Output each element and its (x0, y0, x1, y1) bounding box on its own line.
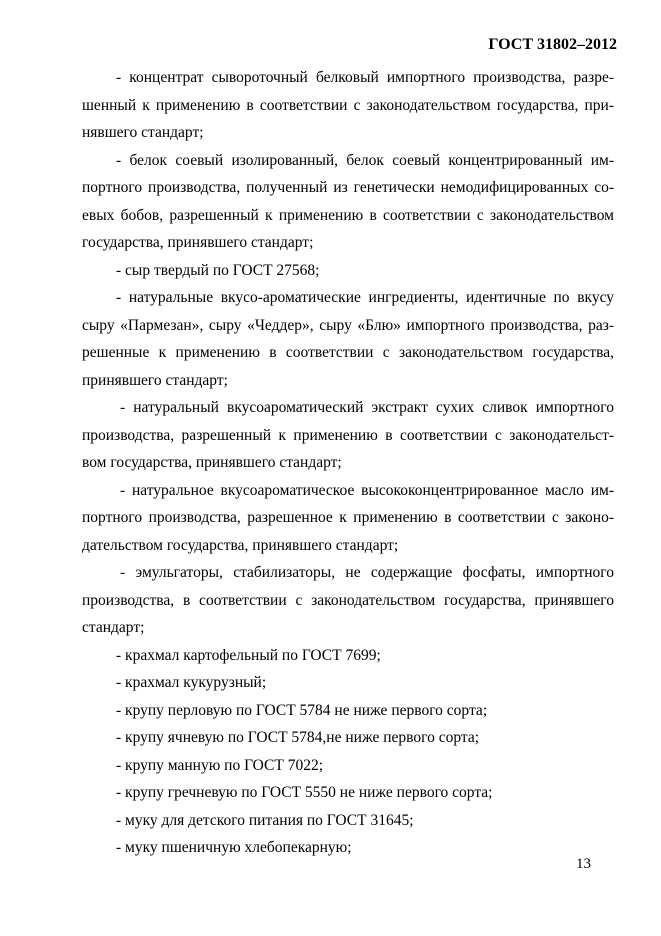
text-line: евых бобов, разрешенный к применению в соответствии с законодательством (82, 206, 614, 224)
text-line: - муку для детского питания по ГОСТ 31645; (116, 811, 414, 829)
text-line: шенный к применению в соответствии с законодательством государства, при- (82, 96, 614, 114)
document-body (82, 64, 614, 862)
text-line: - белок соевый изолированный, белок соевый концентрированный им- (116, 151, 614, 169)
text-line: портного производства, полученный из генетически немодифицированных со- (82, 179, 614, 196)
text-line: - натуральный вкусоароматический экстракт сухих сливок импортного (120, 399, 614, 416)
text-line: - крахмал картофельный по ГОСТ 7699; (116, 646, 381, 664)
text-line: - концентрат сывороточный белковый импортного производства, разре- (116, 69, 614, 86)
text-line: государства, принявшего стандарт; (82, 234, 314, 251)
text-line: - сыр твердый по ГОСТ 27568; (116, 261, 320, 279)
text-line: - натуральные вкусо-ароматические ингредиенты, идентичные по вкусу (116, 289, 614, 306)
text-line: принявшего стандарт; (82, 371, 228, 389)
text-line: портного производства, разрешенное к применению в соответствии с законо- (82, 509, 614, 526)
text-line: производства, в соответствии с законодательством государства, принявшего (82, 591, 614, 609)
text-line: - натуральное вкусоароматическое высококонцентрированное масло им- (120, 481, 614, 499)
text-line: вом государства, принявшего стандарт; (82, 454, 342, 471)
text-line: - крупу ячневую по ГОСТ 5784,не ниже первого сорта; (116, 729, 480, 746)
text-line: - эмульгаторы, стабилизаторы, не содержащие фосфаты, импортного (120, 564, 614, 581)
page-number: 13 (576, 856, 591, 872)
text-line: - крахмал кукурузный; (116, 674, 267, 691)
text-line: - крупу манную по ГОСТ 7022; (116, 756, 324, 774)
text-line: стандарт; (82, 619, 145, 636)
text-line: дательством государства, принявшего стандарт; (82, 536, 399, 554)
text-line: решенные к применению в соответствии с законодательством государства, (82, 344, 614, 361)
text-line: производства, разрешенный к применению в соответствии с законодательст- (82, 426, 614, 444)
text-line: нявшего стандарт; (82, 124, 204, 141)
document-header: ГОСТ 31802–2012 (488, 36, 617, 53)
text-line: - крупу перловую по ГОСТ 5784 не ниже первого сорта; (116, 701, 488, 719)
text-line: - муку пшеничную хлебопекарную; (116, 839, 352, 856)
text-line: сыру «Пармезан», сыру «Чеддер», сыру «Блю» импортного производства, раз- (82, 316, 614, 334)
text-line: - крупу гречневую по ГОСТ 5550 не ниже первого сорта; (116, 784, 493, 801)
